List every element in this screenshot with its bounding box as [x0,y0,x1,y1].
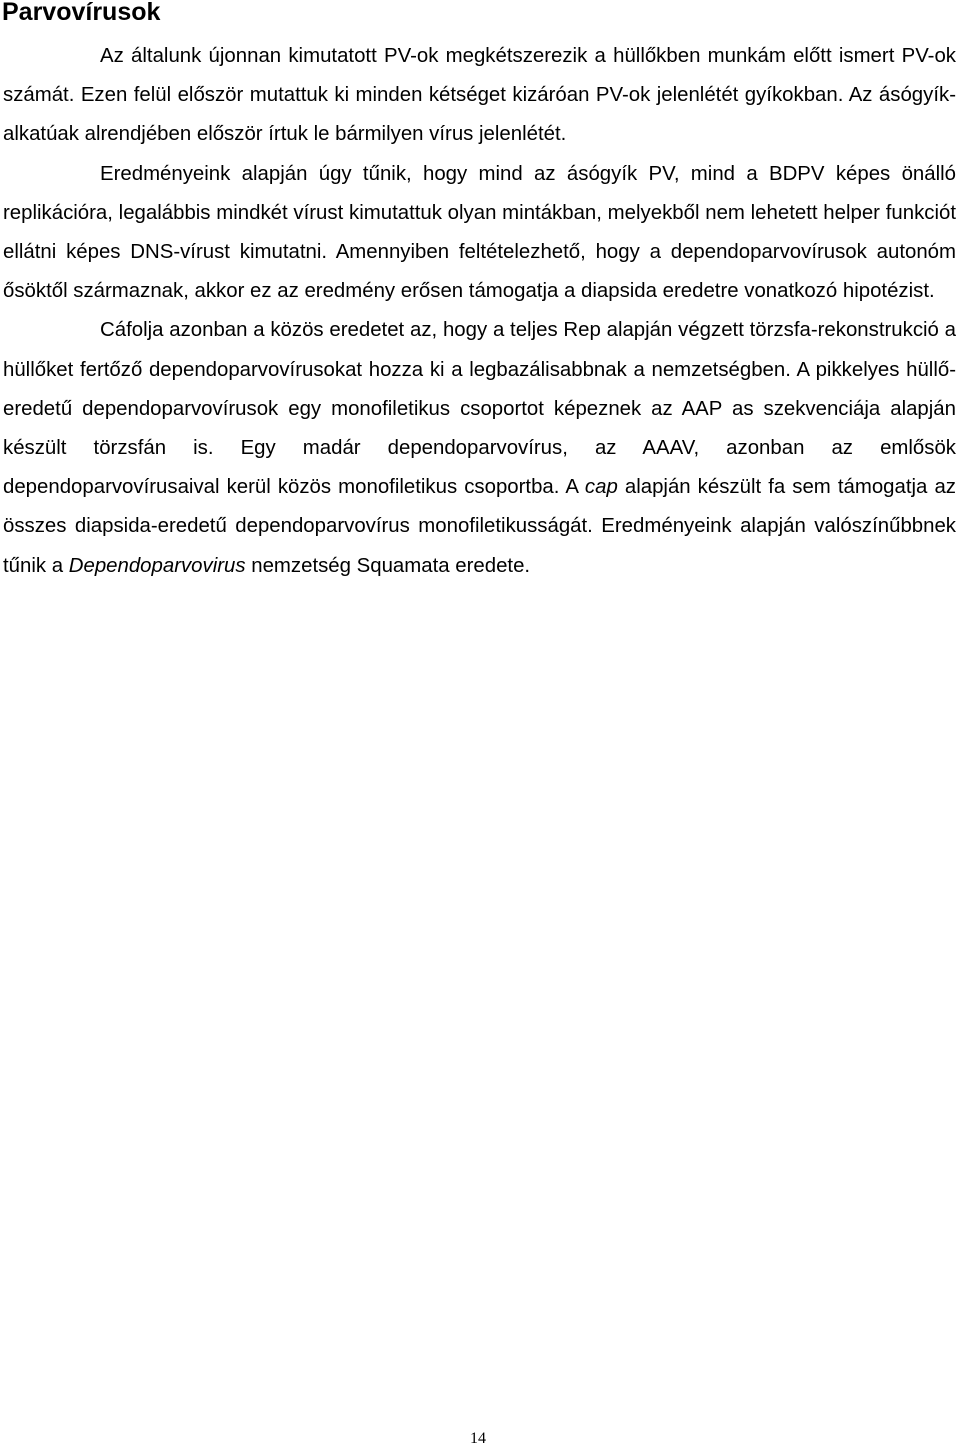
paragraph-3 [3,311,956,585]
paragraph-2-text: Eredményeink alapján úgy tűnik, hogy mind az ásógyík PV, mind a BDPV képes önálló replikációra, legalábbis mindkét vírust kimutattuk olyan mintákban, melyekből nem lehetett helper funkciót ellátni képes DNS-vírust kimutatni. Amennyiben feltételezhető, hogy a dependoparvovírusok autonóm ősöktől származnak, akkor ez az eredmény erősen támogatja a diapsida eredetre vonatkozó hipotézist. [3,162,956,303]
body-text [3,37,956,586]
paragraph-2 [3,155,956,312]
page-number-label: 14 [470,1430,486,1447]
italic-term-cap: cap [584,476,618,499]
paragraph-3-text: alapján készült fa sem támogatja az összes diapsida-eredetű dependoparvovírus monofiletikusságát. Eredményeink alapján valószínűbbnek tűnik a [3,476,956,577]
paragraph-1 [3,37,956,155]
section-heading: Parvovírusok [2,0,161,26]
paragraph-3-text: nemzetség Squamata eredete. [245,554,531,577]
paragraph-1-text: Az általunk újonnan kimutatott PV-ok megkétszerezik a hüllőkben munkám előtt ismert PV-ok számát. Ezen felül először mutattuk ki minden kétséget kizáróan PV-ok jelenlétét gyíkokban. Az ásógyík-alkatúak alrendjében először írtuk le bármilyen vírus jelenlétét. [3,45,956,146]
italic-term-genus: Dependoparvovirus [68,554,246,577]
paragraph-3-text: Cáfolja azonban a közös eredetet az, hogy a teljes Rep alapján végzett törzsfa-rekonstrukció a hüllőket fertőző dependoparvovírusokat hozza ki a legbazálisabbnak a nemzetségben. A pikkelyes hüllő-eredetű dependoparvovírusok egy monofiletikus csoportot képeznek az AAP as szekvenciája alapján készült törzsfán is. Egy madár dependoparvovírus, az AAAV, azonban az emlősök dependoparvovírusaival kerül közös monofiletikus csoportba. A [3,319,956,499]
page-number [0,1429,960,1449]
